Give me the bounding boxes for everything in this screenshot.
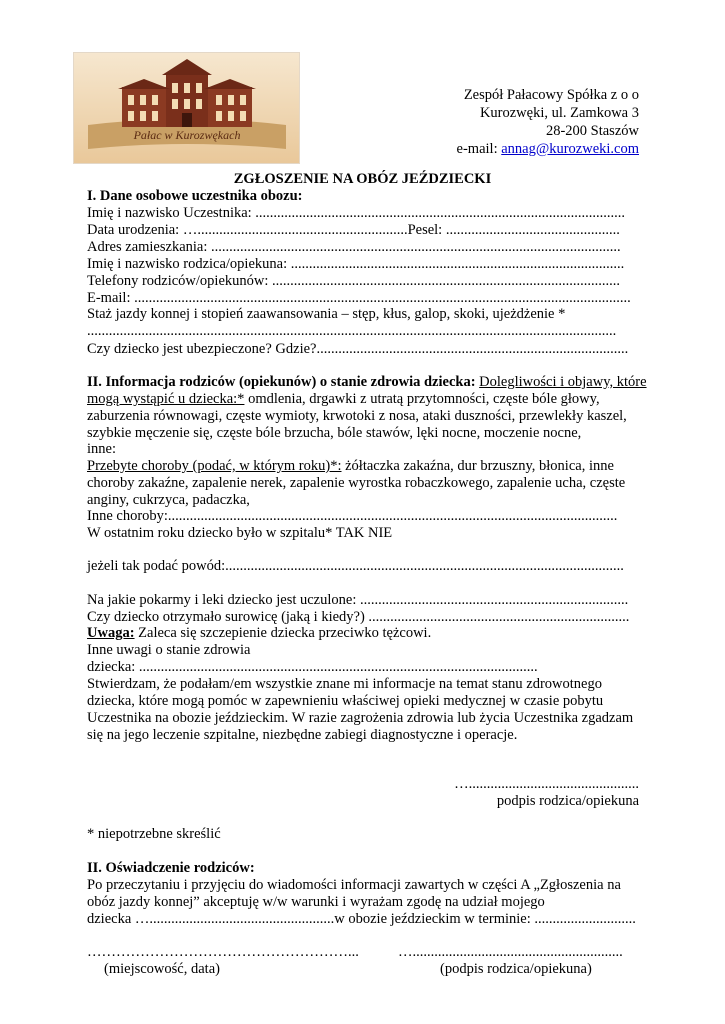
hospital-reason-field[interactable]: jeżeli tak podać powód:.............................................................................................................. [87, 558, 624, 574]
other-symptoms-field[interactable]: inne: [87, 441, 116, 457]
guardian-phones-field[interactable]: Telefony rodziców/opiekunów: ................................................................................................ [87, 273, 621, 289]
serum-field[interactable]: Czy dziecko otrzymało surowicę (jaką i kiedy?) ........................................................................ [87, 609, 630, 625]
diseases-text: żółtaczka zakaźna, dur brzuszny, błonica, inne choroby zakaźne, zapalenie nerek, zapalenie wyrostka robaczkowego, zapalenie ucha, częste anginy, cukrzyca, padaczka, [87, 458, 626, 508]
health-info-paragraph [87, 374, 647, 442]
form-title: ZGŁOSZENIE NA OBÓZ JEŹDZIECKI [233, 171, 492, 187]
guardian-signature-field[interactable]: …............................................... [454, 776, 639, 792]
child-name-term-field[interactable]: dziecka …...................................................w obozie jeździeckim w terminie: ............................ [87, 911, 636, 927]
section1-heading: I. Dane osobowe uczestnika obozu: [87, 188, 303, 204]
consent-text-1: Po przeczytaniu i przyjęciu do wiadomości informacji zawartych w części A „Zgłoszenia na [87, 877, 621, 893]
diseases-paragraph [87, 458, 647, 509]
birthdate-pesel-field[interactable]: Data urodzenia: …..........................................................Pesel: ................................................ [87, 222, 620, 238]
guardian-signature-label: podpis rodzica/opiekuna [496, 793, 639, 809]
symptoms-label: Dolegliwości i objawy, które mogą wystąpić u dziecka:* [87, 374, 647, 407]
riding-experience-field[interactable]: .................................................................................................................................................. [87, 323, 617, 339]
other-notes-field[interactable]: dziecka: .............................................................................................................. [87, 659, 538, 675]
insurance-field[interactable]: Czy dziecko jest ubezpieczone? Gdzie?...................................................................................... [87, 341, 629, 357]
company-name: Zespół Pałacowy Spółka z o o [463, 87, 639, 103]
note-text: Zaleca się szczepienie dziecka przeciwko tężcowi. [134, 625, 432, 641]
parent-signature-label: (podpis rodzica/opiekuna) [440, 961, 592, 977]
symptoms-text: omdlenia, drgawki z utratą przytomności, częste bóle głowy, zaburzenia równowagi, częste wymioty, krwotoki z nosa, ataki duszności, przewlekły kaszel, szybkie męczenie się, częste bóle brzucha, bóle stawów, lęki nocne, moczenie nocne, [87, 391, 627, 441]
other-diseases-field[interactable]: Inne choroby:............................................................................................................................ [87, 508, 618, 524]
palace-illustration [74, 53, 299, 163]
place-date-label: (miejscowość, data) [104, 961, 220, 977]
footnote: * niepotrzebne skreślić [87, 826, 221, 842]
email-field[interactable]: E-mail: ......................................................................................................................................... [87, 290, 631, 306]
logo-caption: Pałac w Kurozwękach [133, 128, 241, 142]
note-label: Uwaga: [87, 625, 135, 641]
company-address [400, 86, 639, 158]
health-statement: Stwierdzam, że podałam/em wszystkie znane mi informacje na temat stanu zdrowotnego dziecka, które mogą pomóc w zapewnieniu właściwej opieki medycznej w czasie pobytu Uczestnika na obozie jeździeckim. W razie zagrożenia zdrowia lub życia Uczestnika zgadzam się na jego leczenie szpitalne, niezbędne zabiegi diagnostyczne i operacje. [87, 676, 634, 743]
hospital-question[interactable]: W ostatnim roku dziecko było w szpitalu* TAK NIE [87, 525, 393, 541]
company-street: Kurozwęki, ul. Zamkowa 3 [479, 105, 639, 121]
riding-experience-label: Staż jazdy konnej i stopień zaawansowania – stęp, kłus, galop, skoki, ujeżdżenie * [87, 306, 566, 322]
place-date-field[interactable]: ………………………………………………... [87, 944, 359, 960]
tetanus-note [87, 625, 431, 642]
address-field[interactable]: Adres zamieszkania: ................................................................................................................. [87, 239, 621, 255]
other-notes-label: Inne uwagi o stanie zdrowia [87, 642, 251, 658]
email-link[interactable]: annag@kurozweki.com [501, 141, 639, 157]
company-postcode: 28-200 Staszów [545, 123, 639, 139]
allergies-field[interactable]: Na jakie pokarmy i leki dziecko jest uczulone: .......................................................................... [87, 592, 629, 608]
participant-name-field[interactable]: Imię i nazwisko Uczestnika: ...................................................................................................... [87, 205, 626, 221]
guardian-name-field[interactable]: Imię i nazwisko rodzica/opiekuna: ............................................................................................ [87, 256, 625, 272]
company-email-line [400, 140, 639, 158]
diseases-label: Przebyte choroby (podać, w którym roku)*: [87, 458, 342, 474]
email-label: e-mail: [456, 141, 502, 157]
section3-heading: II. Oświadczenie rodziców: [87, 860, 255, 876]
section2-heading: II. Informacja rodziców (opiekunów) o stanie zdrowia dziecka: [87, 374, 480, 390]
palace-logo [73, 52, 300, 164]
consent-text-2: obóz jazdy konnej” akceptuję w/w warunki i wyrażam zgodę na udział mojego [87, 894, 545, 910]
parent-signature-field[interactable]: ….......................................................... [398, 944, 623, 960]
